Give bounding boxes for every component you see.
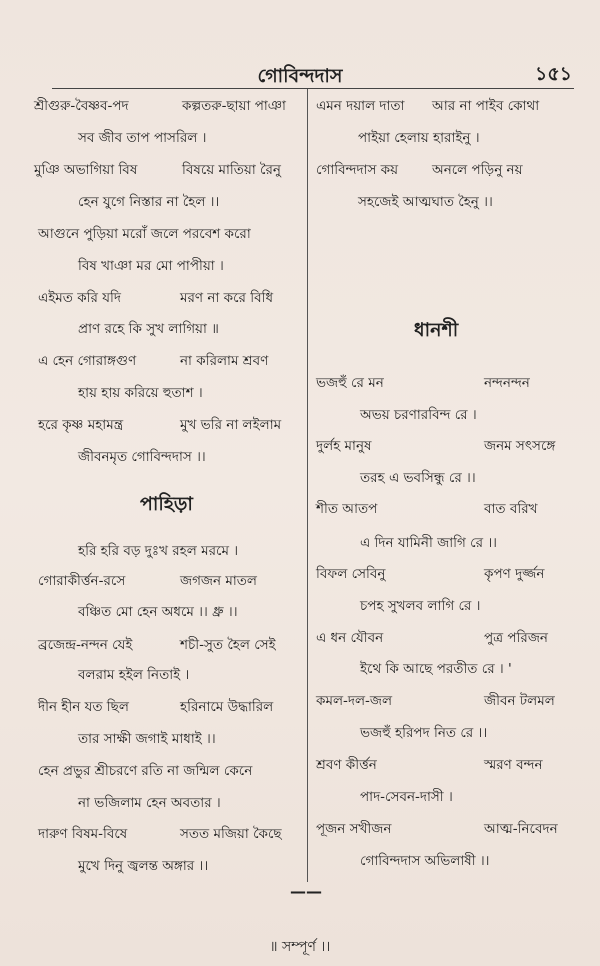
verse-line: গোবিন্দদাস কয় অনলে পড়িনু নয়	[316, 162, 523, 178]
verse-line: না ভজিলাম হেন অবতার ।	[78, 795, 221, 811]
verse-line: গোবিন্দদাস অভিলাষী ।।	[360, 853, 490, 869]
verse-line: শীত আতপ বাত বরিখ	[316, 501, 538, 517]
verse-line: চপহ সুখলব লাগি রে ।	[360, 598, 481, 614]
verse-line: শ্রীগুরু-বৈষ্ণব-পদ কল্পতরু-ছায়া পাঞা	[34, 98, 286, 114]
verse-line: ভজহুঁ হরিপদ নিত রে ।।	[360, 725, 488, 741]
section-heading-dhanashi: ধানশী	[414, 319, 459, 341]
verse-line: আগুনে পুড়িয়া মরোঁ জলে পরবেশ করো	[38, 226, 251, 242]
header-rule	[52, 88, 574, 89]
verse-line: মুখে দিনু জ্বলন্ত অঙ্গার ।।	[78, 858, 209, 874]
verse-line: সব জীব তাপ পাসরিল ।	[78, 130, 207, 146]
verse-line: হরে কৃষ্ণ মহামন্ত্র মুখ ভরি না লইলাম	[38, 417, 282, 433]
verse-line: হরি হরি বড় দুঃখ রহল মরমে ।	[78, 543, 239, 559]
page-number: ১৫১	[535, 63, 572, 85]
verse-line: ইথে কি আছে পরতীত রে । '	[360, 661, 512, 677]
verse-line: হেন প্রভুর শ্রীচরণে রতি না জন্মিল কেনে	[38, 763, 253, 779]
footer-dash: ——	[290, 882, 322, 901]
verse-line: প্রাণ রহে কি সুখ লাগিয়া ॥	[78, 321, 219, 337]
verse-line: এইমত করি যদি মরণ না করে বিধি	[38, 290, 274, 306]
verse-line: শ্রবণ কীর্ত্তন স্মরণ বন্দন	[316, 757, 543, 773]
verse-line: বঞ্চিত মো হেন অধমে ।। ধ্রু ।।	[78, 604, 238, 620]
verse-line: কমল-দল-জল জীবন টলমল	[316, 693, 555, 709]
verse-line: হায় হায় করিয়ে হুতাশ ।	[78, 385, 203, 401]
verse-line: দুর্লহ মানুষ জনম সৎসঙ্গে	[316, 438, 556, 454]
verse-line: পাদ-সেবন-দাসী ।	[360, 789, 453, 805]
verse-line: দারুণ বিষম-বিষে সতত মজিয়া কৈছে	[38, 826, 282, 842]
verse-line: এ হেন গোরাঙ্গগুণ না করিলাম শ্রবণ	[38, 353, 269, 369]
verse-line: এমন দয়াল দাতা আর না পাইব কোথা	[316, 98, 540, 114]
verse-line: এ ধন যৌবন পুত্র পরিজন	[316, 630, 548, 646]
verse-line: পূজন সখীজন আত্ম-নিবেদন	[316, 821, 558, 837]
verse-line: ভজহুঁ রে মন নন্দনন্দন	[316, 375, 530, 391]
column-divider	[307, 89, 308, 882]
verse-line: গোরাকীর্ত্তন-রসে জগজন মাতল	[38, 573, 257, 589]
verse-line: এ দিন যামিনী জাগি রে ।।	[360, 535, 497, 551]
verse-line: বলরাম হইল নিতাই ।	[78, 667, 190, 683]
footer-end-text: ॥ সম্পূর্ণ ।।	[269, 939, 331, 955]
verse-line: বিষ খাঞা মর মো পাপীয়া ।	[78, 258, 224, 274]
verse-line: জীবনমৃত গোবিন্দদাস ।।	[78, 449, 206, 465]
section-heading-pahira: পাহিড়া	[140, 493, 193, 515]
verse-line: ব্রজেন্দ্র-নন্দন যেই শচী-সুত হৈল সেই	[38, 637, 276, 653]
verse-line: অভয় চরণারবিন্দ রে ।	[360, 407, 477, 423]
verse-line: পাইয়া হেলায় হারাইনু ।	[358, 130, 480, 146]
verse-line: মুঞি অভাগিয়া বিষ বিষয়ে মাতিয়া রৈনু	[34, 162, 281, 178]
verse-line: তার সাক্ষী জগাই মাধাই ।।	[78, 731, 216, 747]
verse-line: সহজেই আত্মঘাত হৈনু ।।	[358, 194, 493, 210]
verse-line: হেন যুগে নিস্তার না হৈল ।।	[78, 194, 220, 210]
verse-line: তরহ এ ভবসিন্ধু রে ।।	[360, 470, 476, 486]
verse-line: বিফল সেবিনু কৃপণ দুর্জ্জন	[316, 566, 545, 582]
verse-line: দীন হীন যত ছিল হরিনামে উদ্ধারিল	[38, 699, 274, 715]
page-title: গোবিন্দদাস	[257, 65, 343, 87]
